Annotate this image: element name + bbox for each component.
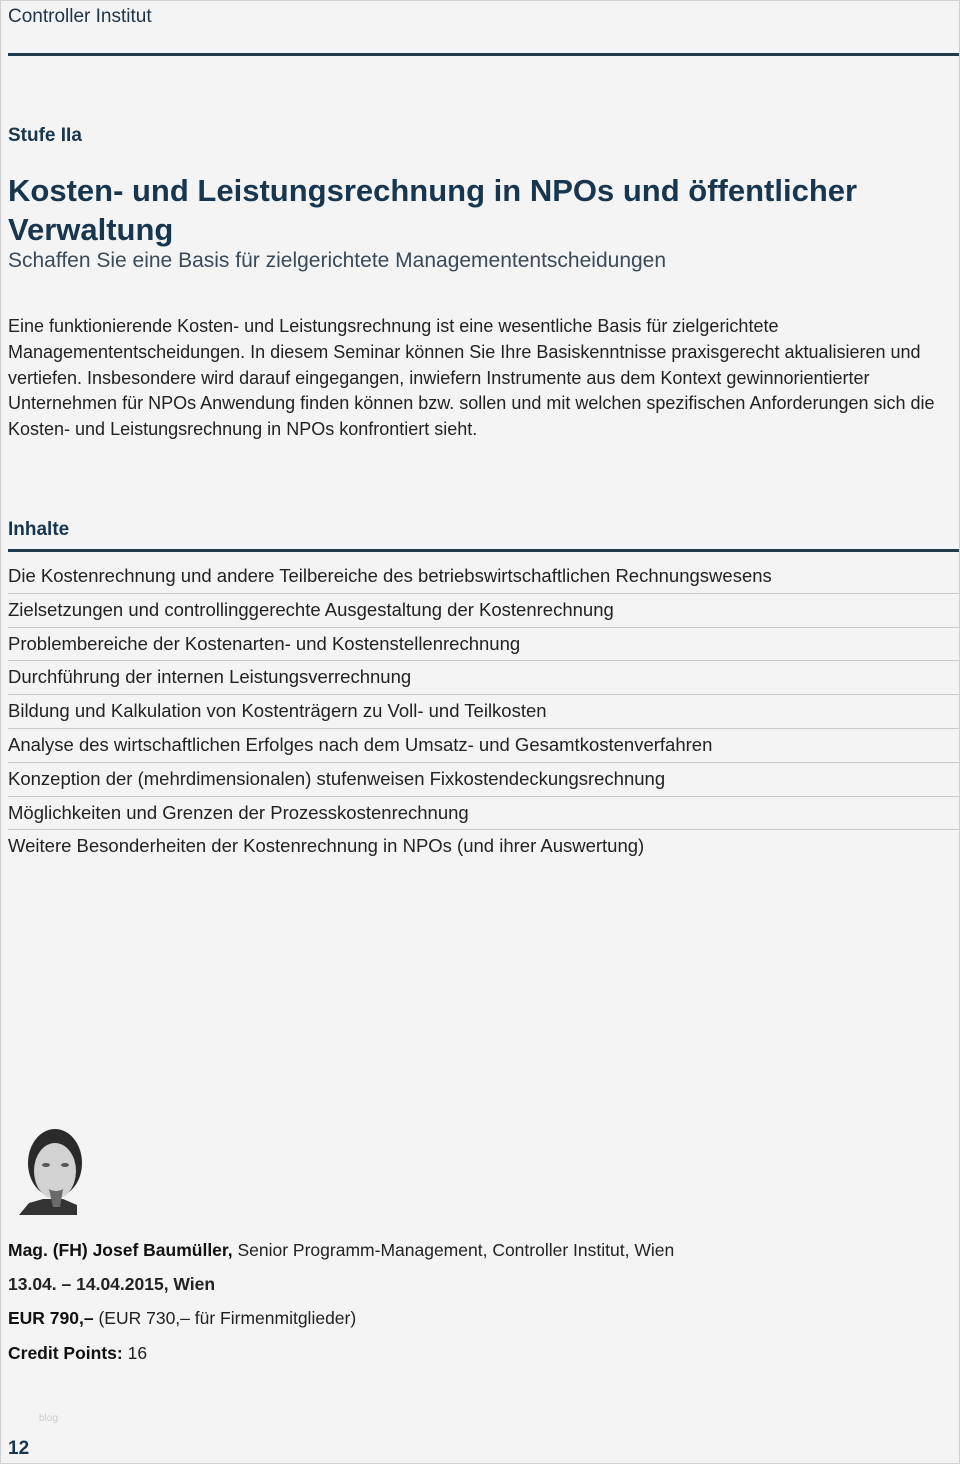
list-item: Bildung und Kalkulation von Kostenträgern zu Voll- und Teilkosten <box>8 695 959 729</box>
course-subtitle: Schaffen Sie eine Basis für zielgerichtete Managemententscheidungen <box>8 249 667 272</box>
speaker-role: Senior Programm-Management, Controller Institut, Wien <box>232 1240 675 1260</box>
course-title: Kosten- und Leistungsrechnung in NPOs und öffentlicher Verwaltung <box>8 173 858 247</box>
course-description: Eine funktionierende Kosten- und Leistungsrechnung ist eine wesentliche Basis für zielgerichtete Managemententscheidungen. In diesem Seminar können Sie Ihre Basiskenntnisse praxisgerecht aktualisieren und vertiefen. Insbesondere wird darauf eingegangen, inwiefern Instrumente aus dem Kontext gewinnorientierter Unternehmen für NPOs Anwendung finden können bzw. sollen und mit welchen spezifischen Anforderungen sich die Kosten- und Leistungsrechnung in NPOs konfrontiert sieht. <box>8 316 935 440</box>
credit-points <box>8 1343 147 1364</box>
list-item: Analyse des wirtschaftlichen Erfolges nach dem Umsatz- und Gesamtkostenverfahren <box>8 729 959 763</box>
speaker-info <box>8 1240 674 1261</box>
speaker-photo <box>15 1121 91 1215</box>
page-number: 12 <box>8 1438 30 1459</box>
contents-list <box>8 560 959 864</box>
contents-divider <box>8 549 959 552</box>
brand-name: Controller Institut <box>8 6 152 27</box>
header-divider <box>8 53 959 56</box>
credits-label: Credit Points: <box>8 1343 123 1363</box>
contents-heading: Inhalte <box>8 519 70 540</box>
watermark: blog <box>39 1413 58 1424</box>
list-item: Weitere Besonderheiten der Kostenrechnung in NPOs (und ihrer Auswertung) <box>8 835 645 857</box>
price-info <box>8 1308 356 1329</box>
list-item: Durchführung der internen Leistungsverrechnung <box>8 661 959 695</box>
credits-value: 16 <box>122 1343 148 1363</box>
list-item: Die Kostenrechnung und andere Teilbereiche des betriebswirtschaftlichen Rechnungswesens <box>8 560 959 594</box>
price-note: (EUR 730,– für Firmenmitglieder) <box>93 1308 357 1328</box>
speaker-name: Mag. (FH) Josef Baumüller, <box>8 1240 233 1260</box>
course-date: 13.04. – 14.04.2015, Wien <box>8 1274 216 1294</box>
course-level: Stufe IIa <box>8 125 82 146</box>
list-item: Konzeption der (mehrdimensionalen) stufenweisen Fixkostendeckungsrechnung <box>8 763 959 797</box>
list-item: Problembereiche der Kostenarten- und Kostenstellenrechnung <box>8 628 959 662</box>
list-item: Zielsetzungen und controllinggerechte Ausgestaltung der Kostenrechnung <box>8 594 959 628</box>
price-main: EUR 790,– <box>8 1308 94 1328</box>
list-item: Möglichkeiten und Grenzen der Prozesskostenrechnung <box>8 797 959 831</box>
